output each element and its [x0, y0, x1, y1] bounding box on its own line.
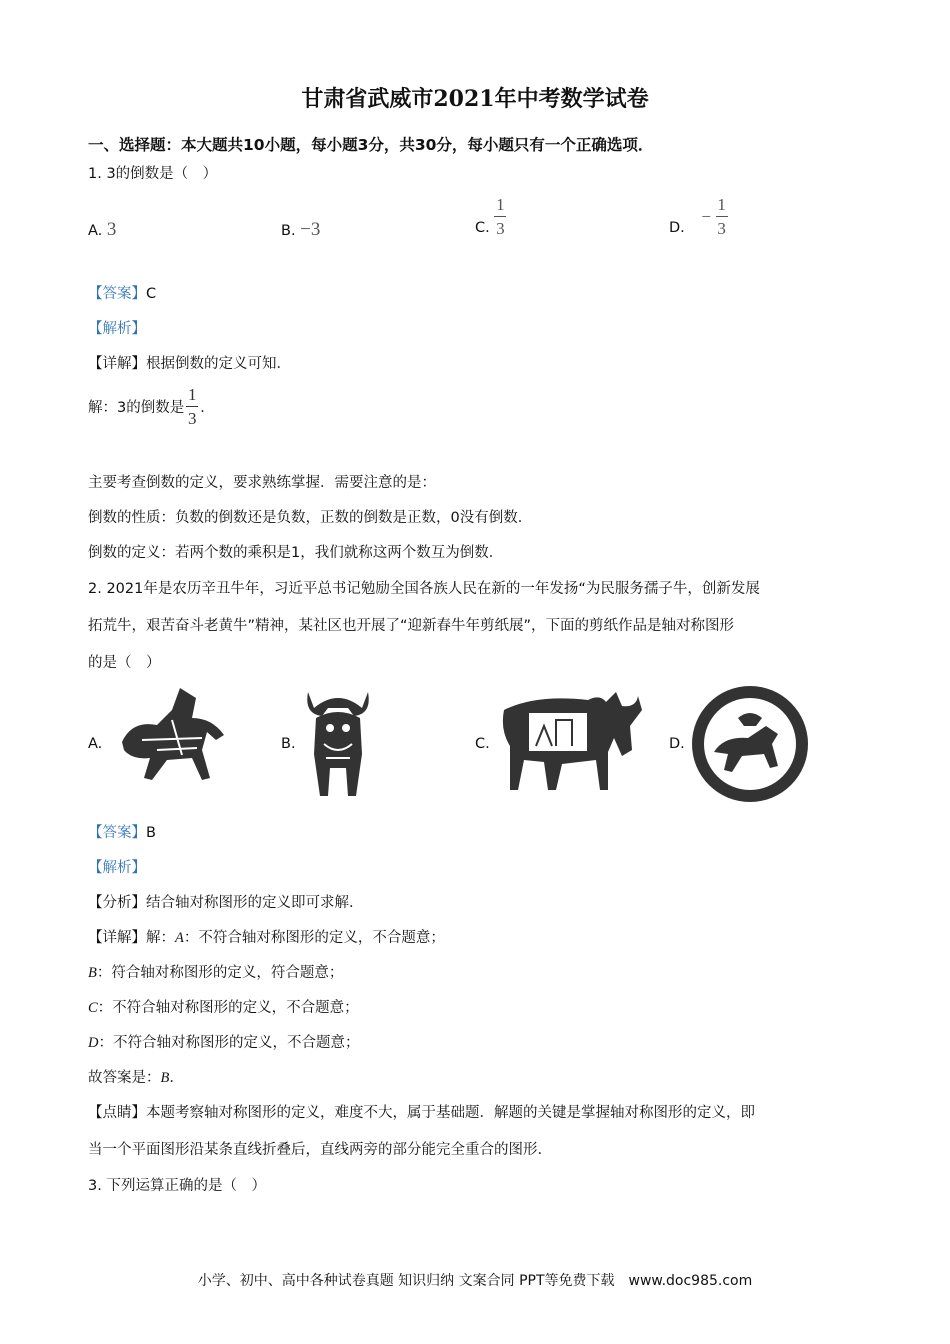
q1-solution — [88, 386, 215, 427]
option-letter: B — [160, 1070, 170, 1086]
q2-detail-c — [88, 996, 359, 1017]
q1-stem: 1. 3的倒数是（ ） — [88, 166, 218, 182]
answer-value: B — [146, 825, 156, 841]
conclusion-prefix: 故答案是： — [88, 1070, 161, 1086]
q2-option-b-label: B. — [281, 736, 296, 752]
q2-dianjing: 【点睛】本题考察轴对称图形的定义，难度不大，属于基础题．解题的关键是掌握轴对称图形的定义，即 — [88, 1105, 755, 1121]
numerator: 1 — [187, 385, 197, 404]
detail-text: ：符合轴对称图形的定义，符合题意； — [96, 965, 344, 981]
ox-papercut-d-image — [688, 682, 812, 806]
denominator: 3 — [187, 409, 197, 428]
page-footer: 小学、初中、高中各种试卷真题 知识归纳 文案合同 PPT等免费下载 www.doc985.com — [197, 1273, 753, 1289]
q1-option-c — [475, 196, 506, 237]
detail-text: ：不符合轴对称图形的定义，不合题意； — [183, 930, 445, 946]
q3-stem: 3. 下列运算正确的是（ ） — [88, 1178, 266, 1194]
q2-option-d-label: D. — [669, 736, 685, 752]
q2-stem-line: 的是（ ） — [88, 655, 161, 671]
q1-answer — [88, 282, 156, 303]
detail-prefix: 【详解】解： — [88, 930, 175, 946]
q2-stem-line: 拓荒牛，艰苦奋斗老黄牛”精神，某社区也开展了“迎新春牛年剪纸展”，下面的剪纸作品是轴对称图形 — [88, 618, 735, 634]
option-label: C. — [475, 220, 490, 236]
answer-value: C — [146, 286, 157, 302]
option-letter: C — [88, 1000, 98, 1016]
option-value: −3 — [300, 219, 321, 240]
q2-option-c-label: C. — [475, 736, 490, 752]
option-letter: B — [88, 965, 97, 981]
fraction — [716, 196, 728, 237]
q2-fenxi: 【分析】结合轴对称图形的定义即可求解． — [88, 895, 364, 911]
q2-stem-line: 2. 2021年是农历辛丑牛年，习近平总书记勉励全国各族人民在新的一年发扬“为民服务孺子牛，创新发展 — [88, 581, 760, 597]
denominator: 3 — [496, 219, 505, 238]
solution-suffix: ． — [200, 400, 215, 416]
q1-option-d — [669, 196, 728, 237]
option-label: D. — [669, 220, 685, 236]
option-letter: D — [88, 1035, 99, 1051]
denominator: 3 — [717, 219, 726, 238]
numerator: 1 — [717, 195, 726, 214]
detail-text: ：不符合轴对称图形的定义，不合题意； — [97, 1000, 359, 1016]
section-heading: 一、选择题：本大题共10小题，每小题3分，共30分，每小题只有一个正确选项． — [88, 136, 654, 154]
q2-conclusion — [88, 1066, 184, 1087]
answer-tag: 【答案】 — [88, 825, 146, 841]
q2-detail — [88, 926, 445, 947]
q1-note: 主要考查倒数的定义，要求熟练掌握．需要注意的是： — [88, 475, 436, 491]
q2-detail-b — [88, 961, 343, 982]
ox-papercut-c-image — [496, 686, 644, 798]
detail-text: ：不符合轴对称图形的定义，不合题意； — [98, 1035, 360, 1051]
q1-option-a — [88, 219, 116, 241]
solution-prefix: 解：3的倒数是 — [88, 400, 185, 416]
q2-option-a-label: A. — [88, 736, 103, 752]
q2-detail-d — [88, 1031, 359, 1052]
option-value: 3 — [106, 219, 117, 240]
q2-analysis-tag: 【解析】 — [88, 860, 146, 876]
q2-dianjing: 当一个平面图形沿某条直线折叠后，直线两旁的部分能完全重合的图形． — [88, 1142, 552, 1158]
q1-detail: 【详解】根据倒数的定义可知． — [88, 356, 291, 372]
fraction-bar — [494, 216, 506, 217]
q2-answer — [88, 821, 156, 842]
option-label: A. — [88, 223, 103, 239]
minus-sign: − — [701, 206, 711, 226]
q1-note: 倒数的定义：若两个数的乘积是1，我们就称这两个数互为倒数． — [88, 545, 504, 561]
fraction-bar — [716, 216, 728, 217]
option-letter: A — [175, 930, 184, 946]
fraction — [186, 386, 198, 427]
answer-tag: 【答案】 — [88, 286, 146, 302]
fraction-bar — [186, 406, 198, 407]
option-label: B. — [281, 223, 296, 239]
page-title: 甘肃省武威市2021年中考数学试卷 — [301, 86, 649, 112]
ox-papercut-a-image — [112, 680, 232, 790]
q1-note: 倒数的性质：负数的倒数还是负数，正数的倒数是正数，0没有倒数． — [88, 510, 533, 526]
numerator: 1 — [496, 195, 505, 214]
conclusion-suffix: ． — [169, 1070, 184, 1086]
fraction — [494, 196, 506, 237]
ox-papercut-b-image — [300, 684, 376, 802]
q1-analysis-tag: 【解析】 — [88, 321, 146, 337]
q1-option-b — [281, 219, 320, 241]
